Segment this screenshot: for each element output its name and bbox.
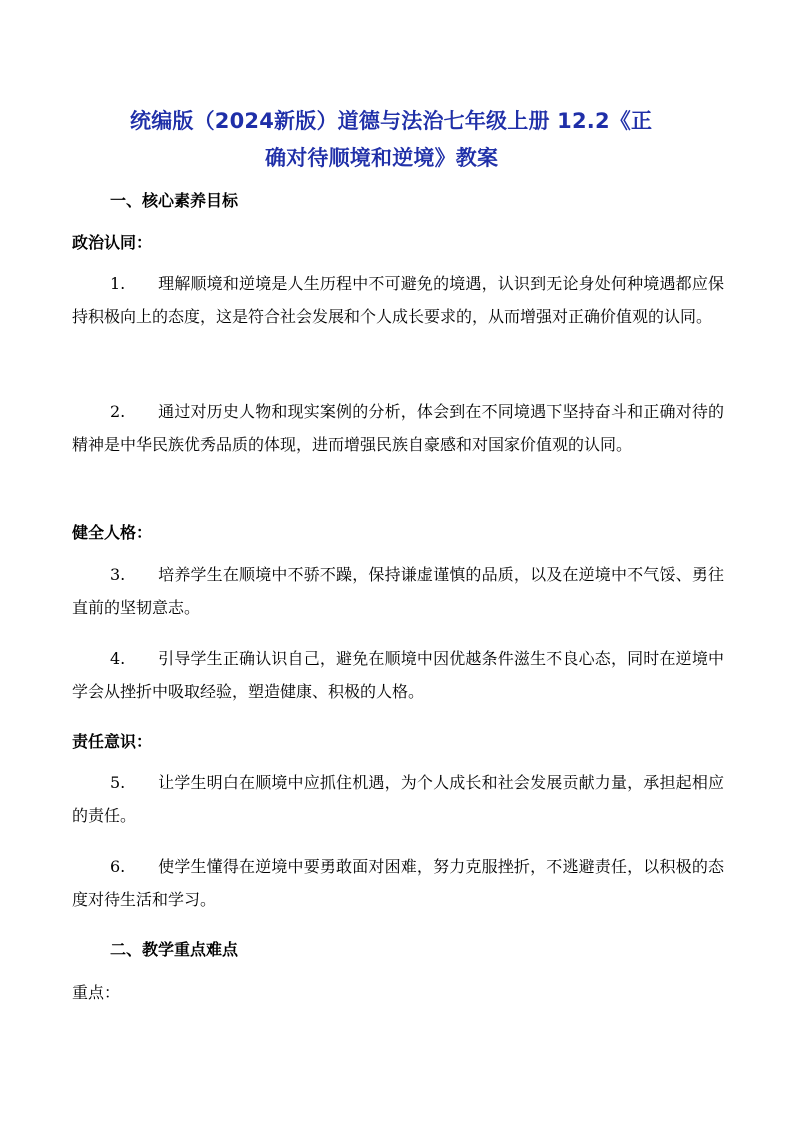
goal-item-text: 使学生懂得在逆境中要勇敢面对困难，努力克服挫折，不逃避责任，以积极的态度对待生活和学习。	[72, 857, 724, 909]
title-line-2: 确对待顺境和逆境》教案	[265, 146, 499, 170]
goal-item-text: 引导学生正确认识自己，避免在顺境中因优越条件滋生不良心态，同时在逆境中学会从挫折中吸取经验，塑造健康、积极的人格。	[72, 649, 724, 701]
goal-item-number: 3.	[110, 565, 126, 584]
goal-item-text: 通过对历史人物和现实案例的分析，体会到在不同境遇下坚持奋斗和正确对待的精神是中华民族优秀品质的体现，进而增强民族自豪感和对国家价值观的认同。	[72, 402, 724, 454]
subhead-political-identity: 政治认同：	[72, 233, 153, 252]
subhead-sound-personality: 健全人格：	[72, 523, 153, 542]
goal-item-4	[72, 642, 724, 708]
goal-item-2	[72, 395, 724, 461]
section-heading-key-difficult-points: 二、教学重点难点	[110, 940, 239, 959]
goal-item-3	[72, 558, 724, 624]
subhead-key-points: 重点：	[72, 983, 121, 1002]
goal-item-text: 让学生明白在顺境中应抓住机遇，为个人成长和社会发展贡献力量，承担起相应的责任。	[72, 773, 724, 825]
goal-item-6	[72, 850, 724, 916]
goal-item-number: 5.	[110, 773, 126, 792]
goal-item-text: 培养学生在顺境中不骄不躁，保持谦虚谨慎的品质，以及在逆境中不气馁、勇往直前的坚韧意志。	[72, 565, 724, 617]
section-heading-core-goals: 一、核心素养目标	[110, 191, 239, 210]
goal-item-text: 理解顺境和逆境是人生历程中不可避免的境遇，认识到无论身处何种境遇都应保持积极向上的态度，这是符合社会发展和个人成长要求的，从而增强对正确价值观的认同。	[72, 274, 724, 326]
goal-item-number: 1.	[110, 274, 126, 293]
title-line-1: 统编版（2024新版）道德与法治七年级上册 12.2《正	[130, 109, 653, 133]
goal-item-number: 4.	[110, 649, 126, 668]
document-title	[130, 103, 730, 177]
subhead-responsibility: 责任意识：	[72, 732, 153, 751]
goal-item-number: 6.	[110, 857, 126, 876]
goal-item-1	[72, 267, 724, 333]
goal-item-5	[72, 766, 724, 832]
goal-item-number: 2.	[110, 402, 126, 421]
